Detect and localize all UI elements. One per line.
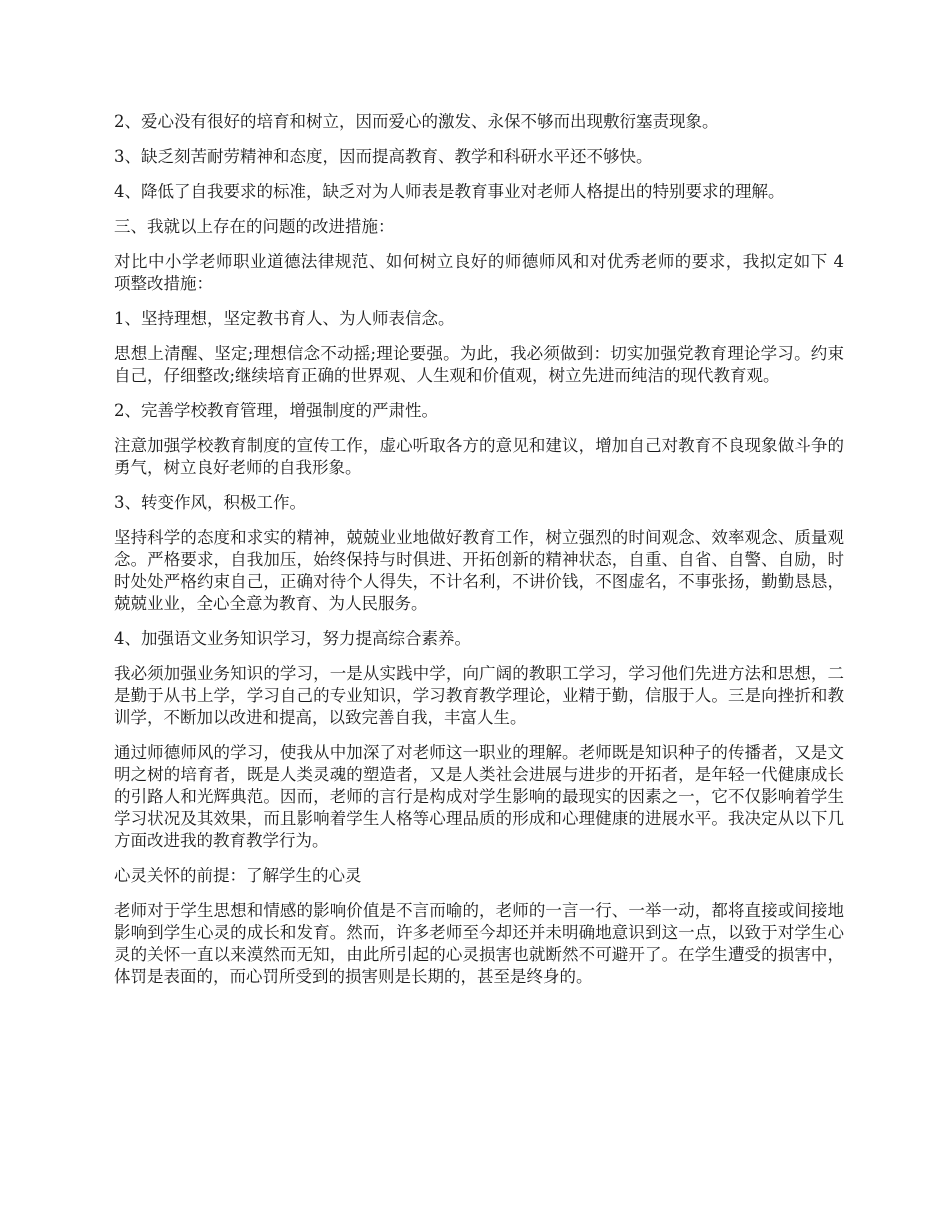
measure-heading-2: 2、完善学校教育管理，增强制度的严肃性。	[114, 401, 438, 420]
measure-body-4: 我必须加强业务知识的学习，一是从实践中学，向广阔的教职工学习，学习他们先进方法和思想，二是勤于从书上学，学习自己的专业知识，学习教育教学理论，业精于勤，信服于人。三是向挫折和教训学，不断加以改进和提高，以致完善自我，丰富人生。	[114, 664, 844, 727]
measure-heading-1: 1、坚持理想，坚定教书育人、为人师表信念。	[114, 309, 455, 328]
subheading-understand-students: 心灵关怀的前提：了解学生的心灵	[114, 866, 362, 885]
paragraph-teacher-influence: 老师对于学生思想和情感的影响价值是不言而喻的，老师的一言一行、一举一动，都将直接或间接地影响到学生心灵的成长和发育。然而，许多老师至今却还并未明确地意识到这一点，以致于对学生心灵的关怀一直以来漠然而无知，由此所引起的心灵损害也就断然不可避开了。在学生遭受的损害中，体罚是表面的，而心罚所受到的损害则是长期的，甚至是终身的。	[114, 901, 844, 986]
paragraph-item-2-love: 2、爱心没有很好的培育和树立，因而爱心的激发、永保不够而出现敷衍塞责现象。	[114, 112, 719, 131]
document-page	[114, 111, 844, 1001]
measure-body-1: 思想上清醒、坚定;理想信念不动摇;理论要强。为此，我必须做到：切实加强党教育理论学习。约束自己，仔细整改;继续培育正确的世界观、人生观和价值观，树立先进而纯洁的现代教育观。	[114, 344, 844, 385]
paragraph-intro-measures: 对比中小学老师职业道德法律规范、如何树立良好的师德师风和对优秀老师的要求，我拟定如下 4 项整改措施：	[114, 252, 844, 293]
measure-body-2: 注意加强学校教育制度的宣传工作，虚心听取各方的意见和建议，增加自己对教育不良现象做斗争的勇气，树立良好老师的自我形象。	[114, 436, 844, 477]
paragraph-item-3-diligence: 3、缺乏刻苦耐劳精神和态度，因而提高教育、教学和科研水平还不够快。	[114, 147, 653, 166]
paragraph-item-4-standards: 4、降低了自我要求的标准，缺乏对为人师表是教育事业对老师人格提出的特别要求的理解。	[114, 182, 785, 201]
measure-heading-4: 4、加强语文业务知识学习，努力提高综合素养。	[114, 629, 471, 648]
paragraph-reflection: 通过师德师风的学习，使我从中加深了对老师这一职业的理解。老师既是知识种子的传播者，又是文明之树的培育者，既是人类灵魂的塑造者，又是人类社会进展与进步的开拓者，是年轻一代健康成长的引路人和光辉典范。因而，老师的言行是构成对学生影响的最现实的因素之一，它不仅影响着学生学习状况及其效果，而且影响着学生人格等心理品质的形成和心理健康的进展水平。我决定从以下几方面改进我的教育教学行为。	[114, 743, 844, 850]
section-heading-improvements: 三、我就以上存在的问题的改进措施：	[114, 217, 395, 236]
measure-heading-3: 3、转变作风，积极工作。	[114, 493, 306, 512]
measure-body-3: 坚持科学的态度和求实的精神，兢兢业业地做好教育工作，树立强烈的时间观念、效率观念、质量观念。严格要求，自我加压，始终保持与时俱进、开拓创新的精神状态，自重、自省、自警、自励，时时处处严格约束自己，正确对待个人得失，不计名利，不讲价钱，不图虚名，不事张扬，勤勤恳恳，兢兢业业，全心全意为教育、为人民服务。	[114, 528, 844, 613]
